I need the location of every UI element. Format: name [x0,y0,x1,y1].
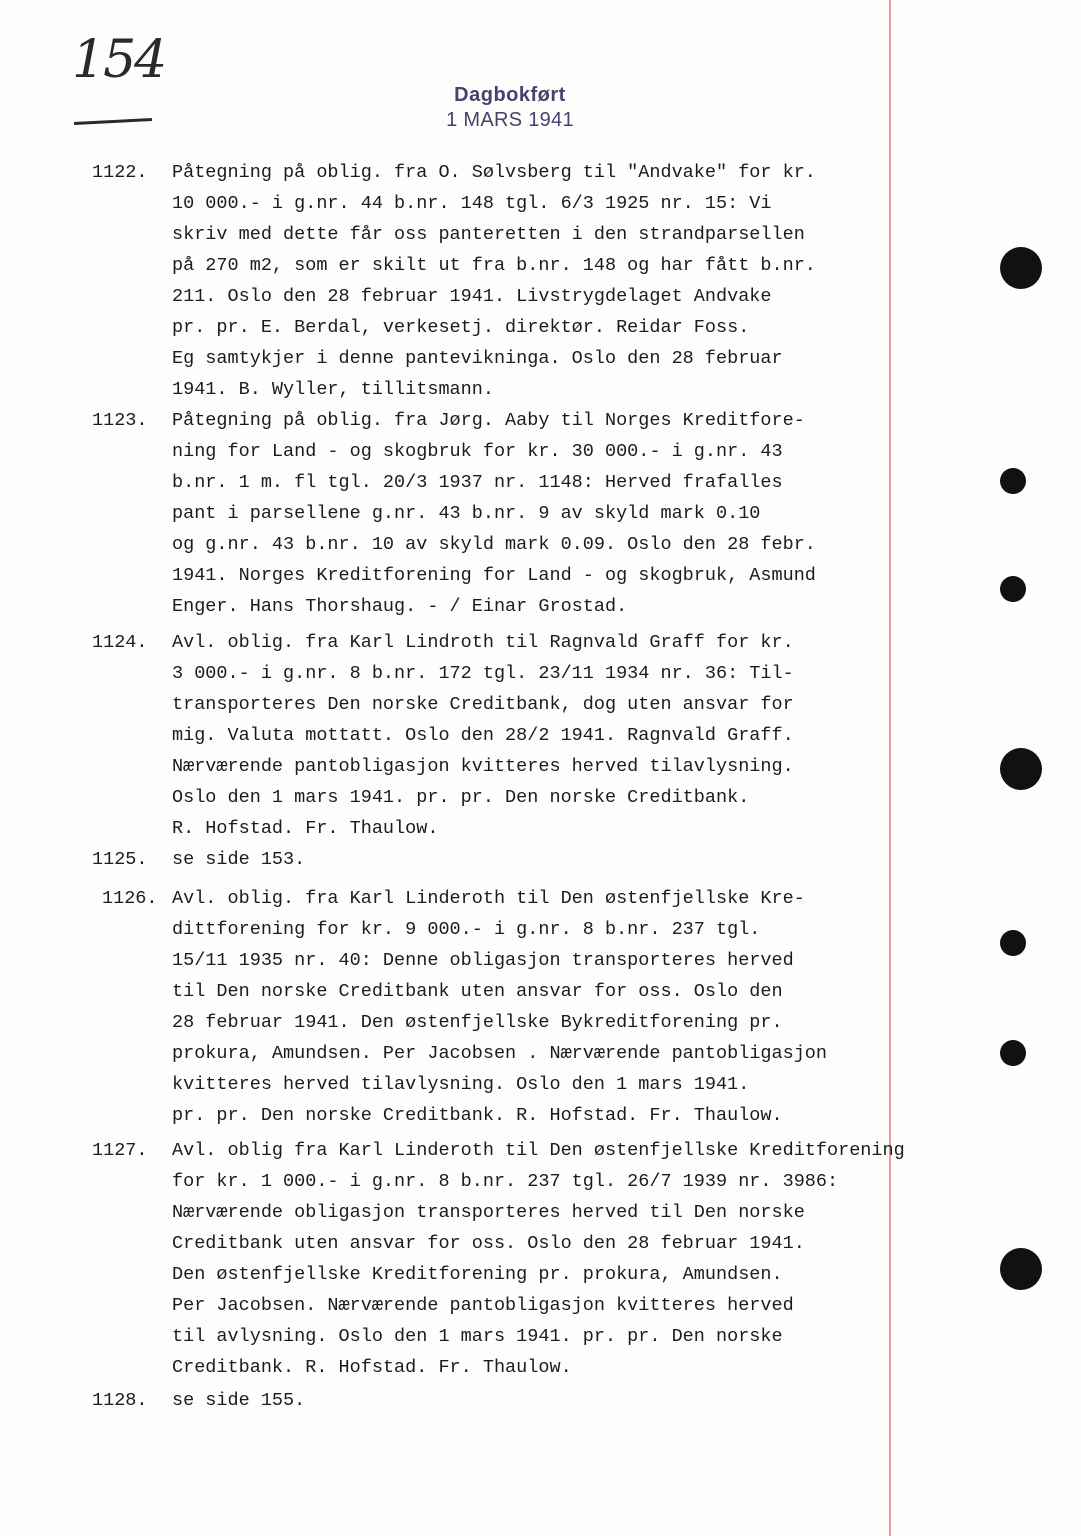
entry-line: Creditbank uten ansvar for oss. Oslo den 28 februar 1941. [172,1233,805,1254]
entry-line: for kr. 1 000.- i g.nr. 8 b.nr. 237 tgl. 26/7 1939 nr. 3986: [172,1171,839,1192]
entry-line: 3 000.- i g.nr. 8 b.nr. 172 tgl. 23/11 1934 nr. 36: Til- [172,663,794,684]
stamp-line-1: Dagbokført [454,84,566,106]
binder-hole [1000,468,1026,494]
binder-hole [1000,930,1026,956]
entry-line: Nærværende obligasjon transporteres herved til Den norske [172,1202,805,1223]
entry-line: Påtegning på oblig. fra O. Sølvsberg til "Andvake" for kr. [172,162,816,183]
entry-line: se side 153. [172,849,306,870]
entry-number: 1127. [92,1140,148,1161]
handwritten-page-number: 154 [72,30,166,90]
entry-line: 1941. B. Wyller, tillitsmann. [172,379,494,400]
entry-line: mig. Valuta mottatt. Oslo den 28/2 1941. Ragnvald Graff. [172,725,794,746]
entry-line: til Den norske Creditbank uten ansvar for oss. Oslo den [172,981,783,1002]
entry-line: ning for Land - og skogbruk for kr. 30 000.- i g.nr. 43 [172,441,783,462]
entry-line: kvitteres herved tilavlysning. Oslo den 1 mars 1941. [172,1074,750,1095]
entry-line: prokura, Amundsen. Per Jacobsen . Nærværende pantobligasjon [172,1043,828,1064]
entry-number: 1123. [92,410,148,431]
entry-line: Enger. Hans Thorshaug. - / Einar Grostad. [172,596,628,617]
entry-line: og g.nr. 43 b.nr. 10 av skyld mark 0.09. Oslo den 28 febr. [172,534,816,555]
binder-hole [1000,576,1026,602]
entry-line: Avl. oblig fra Karl Linderoth til Den østenfjellske Kreditforening [172,1140,905,1161]
entry-line: b.nr. 1 m. fl tgl. 20/3 1937 nr. 1148: Herved frafalles [172,472,783,493]
binder-hole [1000,1248,1042,1290]
entry-number: 1124. [92,632,148,653]
entry-line: se side 155. [172,1390,306,1411]
entry-line: Nærværende pantobligasjon kvitteres herved tilavlysning. [172,756,794,777]
entry-line: 10 000.- i g.nr. 44 b.nr. 148 tgl. 6/3 1925 nr. 15: Vi [172,193,772,214]
entry-line: Per Jacobsen. Nærværende pantobligasjon kvitteres herved [172,1295,794,1316]
stamp-line-2: 1 MARS 1941 [446,109,574,131]
entry-number: 1122. [92,162,148,183]
entry-line: 28 februar 1941. Den østenfjellske Bykreditforening pr. [172,1012,783,1033]
entry-line: R. Hofstad. Fr. Thaulow. [172,818,439,839]
margin-rule [889,0,891,1536]
entry-line: til avlysning. Oslo den 1 mars 1941. pr. pr. Den norske [172,1326,783,1347]
entry-line: pant i parsellene g.nr. 43 b.nr. 9 av skyld mark 0.10 [172,503,761,524]
binder-hole [1000,247,1042,289]
entry-line: Eg samtykjer i denne pantevikninga. Oslo den 28 februar [172,348,783,369]
entry-line: 211. Oslo den 28 februar 1941. Livstrygdelaget Andvake [172,286,772,307]
entry-line: Påtegning på oblig. fra Jørg. Aaby til Norges Kreditfore- [172,410,805,431]
entry-line: Avl. oblig. fra Karl Lindroth til Ragnvald Graff for kr. [172,632,794,653]
entry-line: Avl. oblig. fra Karl Linderoth til Den østenfjellske Kre- [172,888,805,909]
binder-hole [1000,1040,1026,1066]
entry-line: pr. pr. Den norske Creditbank. R. Hofstad. Fr. Thaulow. [172,1105,783,1126]
entry-number: 1126. [102,888,158,909]
binder-hole [1000,748,1042,790]
registration-stamp [430,84,590,132]
entry-number: 1125. [92,849,148,870]
entry-line: skriv med dette får oss panteretten i den strandparsellen [172,224,805,245]
entry-line: 15/11 1935 nr. 40: Denne obligasjon transporteres herved [172,950,794,971]
entry-number: 1128. [92,1390,148,1411]
page-number-underline [74,118,152,125]
entry-line: Den østenfjellske Kreditforening pr. prokura, Amundsen. [172,1264,783,1285]
entry-line: dittforening for kr. 9 000.- i g.nr. 8 b.nr. 237 tgl. [172,919,761,940]
entry-line: 1941. Norges Kreditforening for Land - og skogbruk, Asmund [172,565,816,586]
entry-line: transporteres Den norske Creditbank, dog uten ansvar for [172,694,794,715]
entry-line: Oslo den 1 mars 1941. pr. pr. Den norske Creditbank. [172,787,750,808]
entry-line: på 270 m2, som er skilt ut fra b.nr. 148 og har fått b.nr. [172,255,816,276]
entry-line: pr. pr. E. Berdal, verkesetj. direktør. Reidar Foss. [172,317,750,338]
entry-line: Creditbank. R. Hofstad. Fr. Thaulow. [172,1357,572,1378]
